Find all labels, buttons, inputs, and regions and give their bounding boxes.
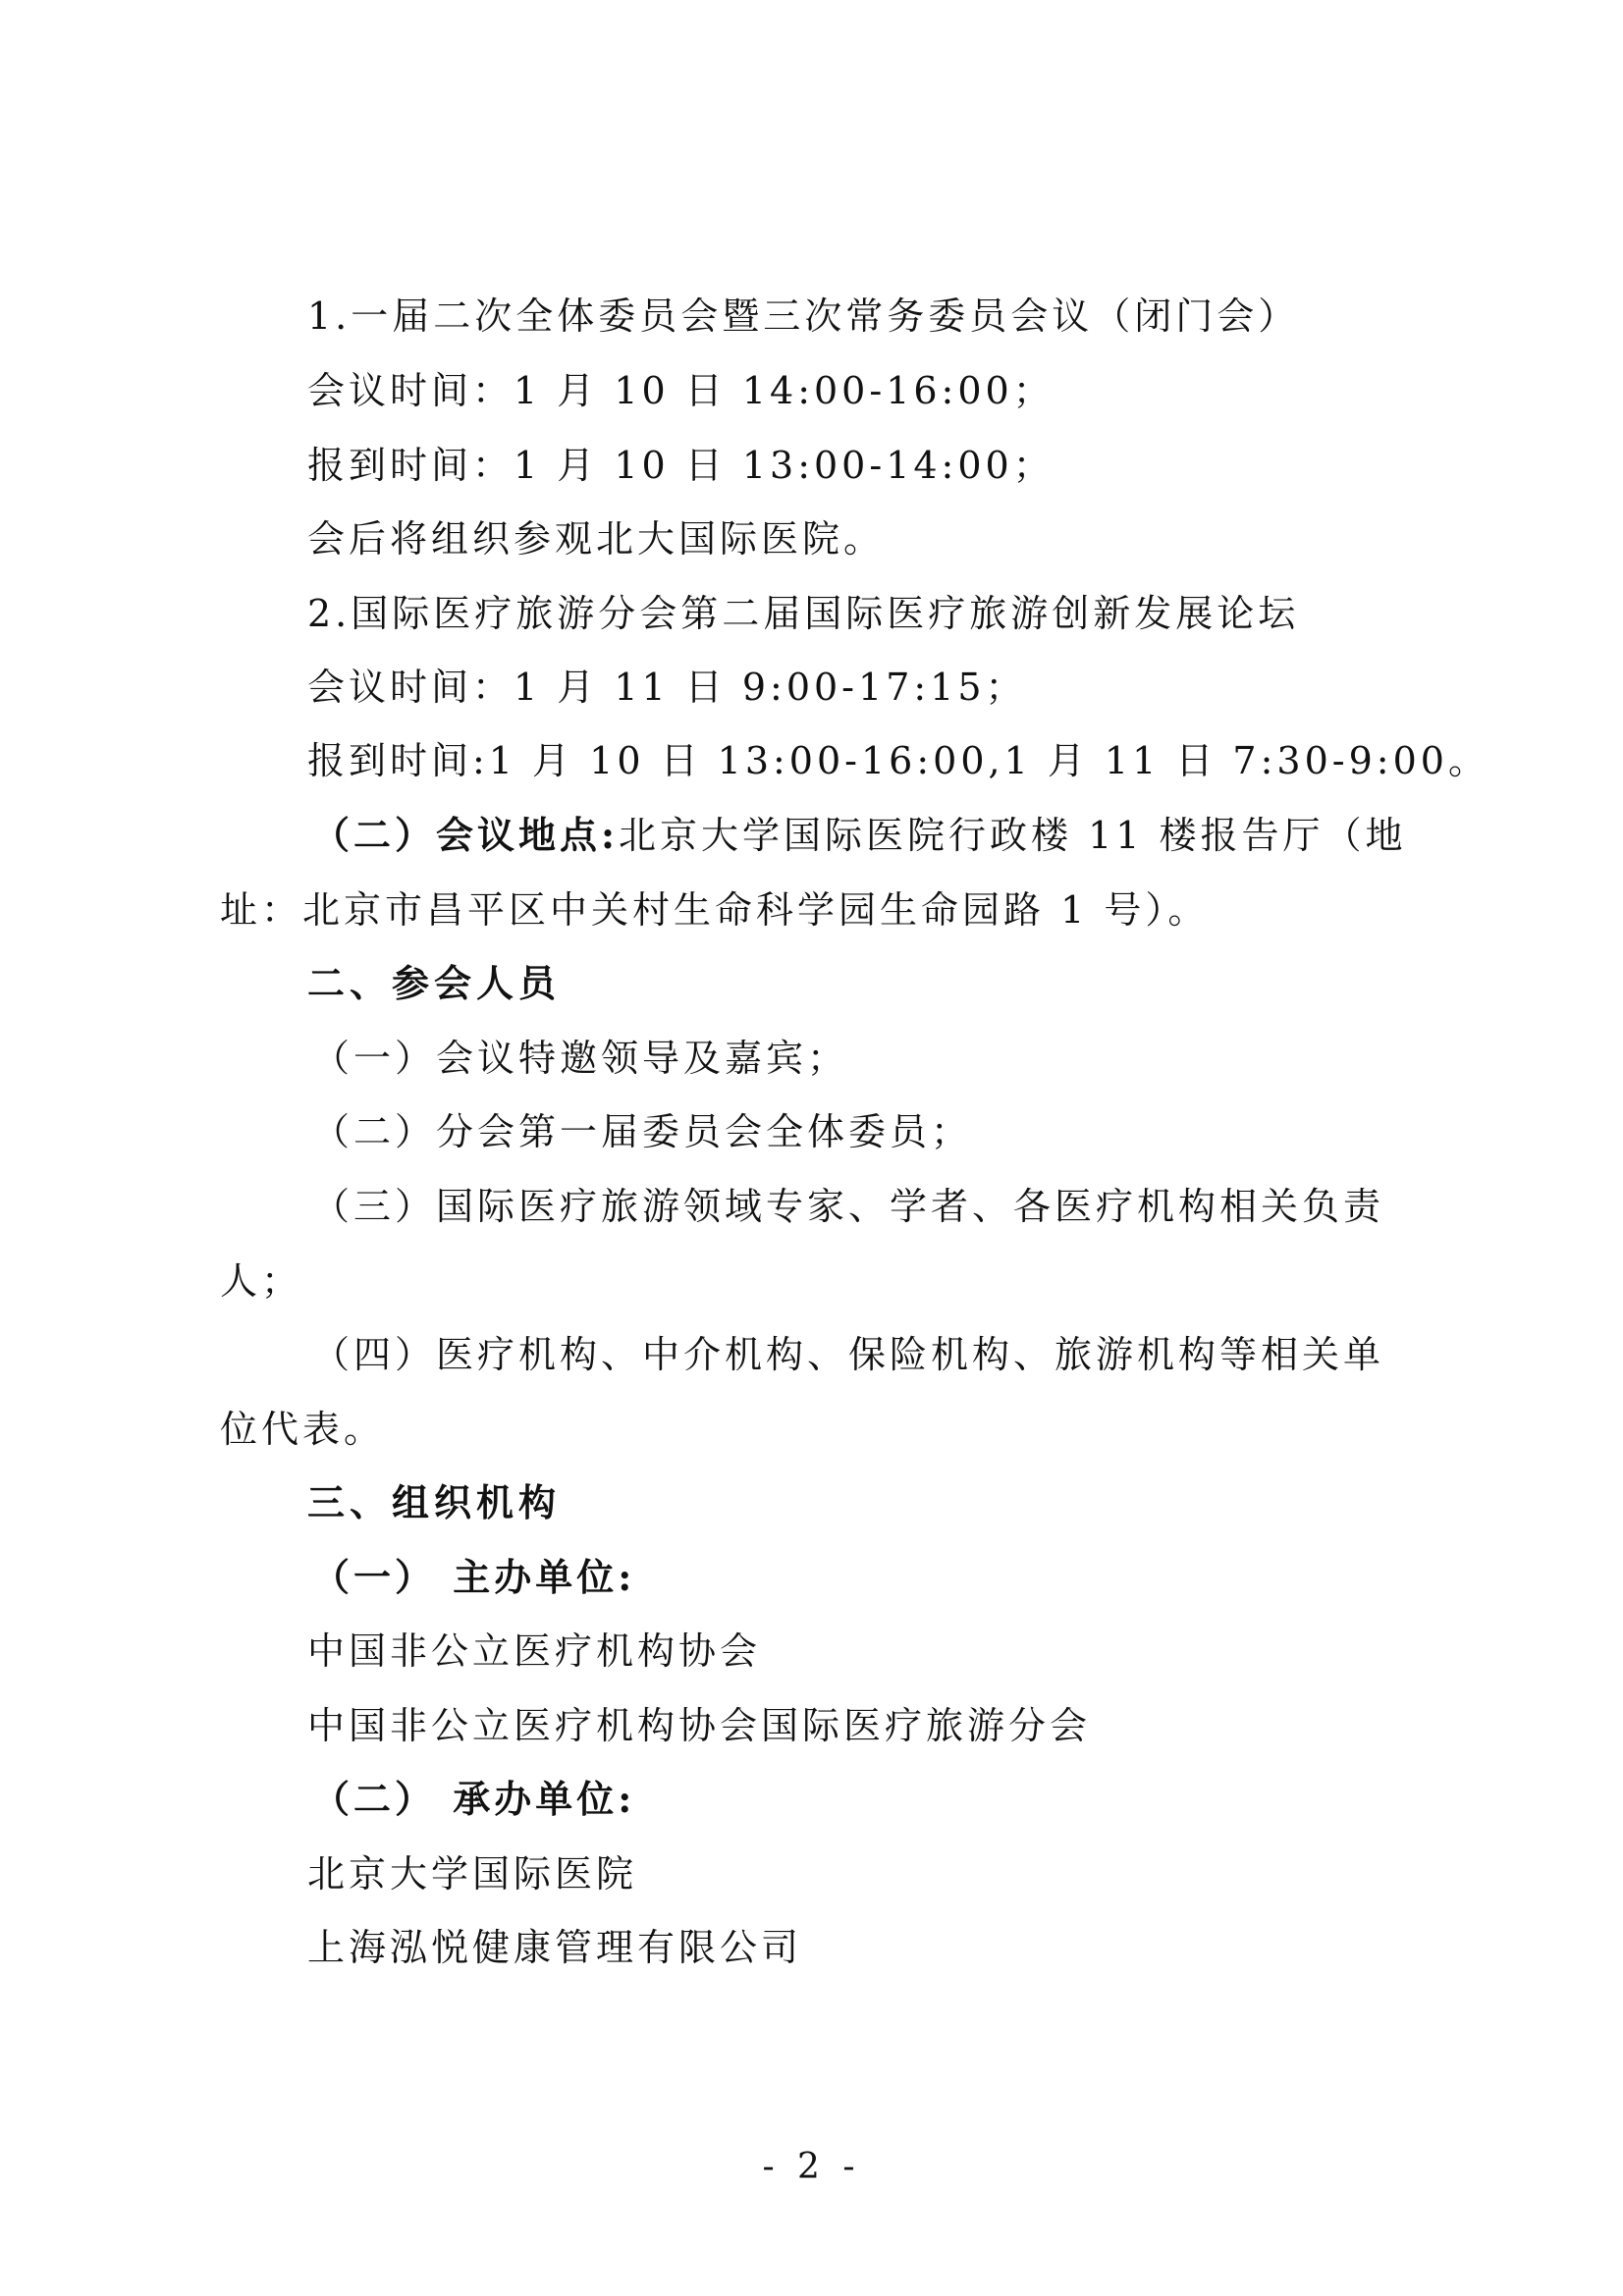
item2-meeting-time: 会议时间：1 月 11 日 9:00-17:15； [307, 666, 1027, 709]
attendees-item-3-line-2: 人； [220, 1259, 303, 1303]
section-heading-organization: 三、组织机构 [307, 1481, 562, 1524]
item2-checkin-time: 报到时间:1 月 10 日 13:00-16:00,1 月 11 日 7:30-9:00。 [307, 739, 1489, 782]
item1-meeting-time: 会议时间：1 月 10 日 14:00-16:00； [307, 369, 1055, 412]
item1-note: 会后将组织参观北大国际医院。 [307, 517, 886, 561]
host-1: 中国非公立医疗机构协会 [307, 1629, 762, 1673]
venue-text: 北京大学国际医院行政楼 11 楼报告厅（地 [619, 814, 1407, 857]
page-number: - 2 - [762, 2147, 861, 2187]
host-2: 中国非公立医疗机构协会国际医疗旅游分会 [307, 1704, 1092, 1747]
attendees-item-2: （二）分会第一届委员会全体委员； [312, 1110, 973, 1153]
item2-title: 2.国际医疗旅游分会第二届国际医疗旅游创新发展论坛 [307, 592, 1300, 635]
section-heading-attendees: 二、参会人员 [307, 962, 562, 1005]
host-label: （一） 主办单位: [312, 1555, 636, 1599]
attendees-item-1: （一）会议特邀领导及嘉宾； [312, 1037, 849, 1080]
attendees-item-4-line-1: （四）医疗机构、中介机构、保险机构、旅游机构等相关单 [312, 1333, 1385, 1376]
venue-line-1 [0, 811, 1623, 860]
attendees-item-4-line-2: 位代表。 [220, 1408, 386, 1451]
attendees-item-3-line-1: （三）国际医疗旅游领域专家、学者、各医疗机构相关负责 [312, 1185, 1385, 1228]
item1-checkin-time: 报到时间：1 月 10 日 13:00-14:00； [307, 444, 1055, 487]
venue-line-2: 址：北京市昌平区中关村生命科学园生命园路 1 号）。 [220, 888, 1210, 932]
organizer-2: 上海泓悦健康管理有限公司 [307, 1926, 803, 1969]
item1-title: 1.一届二次全体委员会暨三次常务委员会议（闭门会） [307, 294, 1300, 338]
venue-label: （二）会议地点: [312, 813, 620, 857]
organizer-label: （二） 承办单位: [312, 1777, 636, 1821]
organizer-1: 北京大学国际医院 [307, 1852, 638, 1896]
